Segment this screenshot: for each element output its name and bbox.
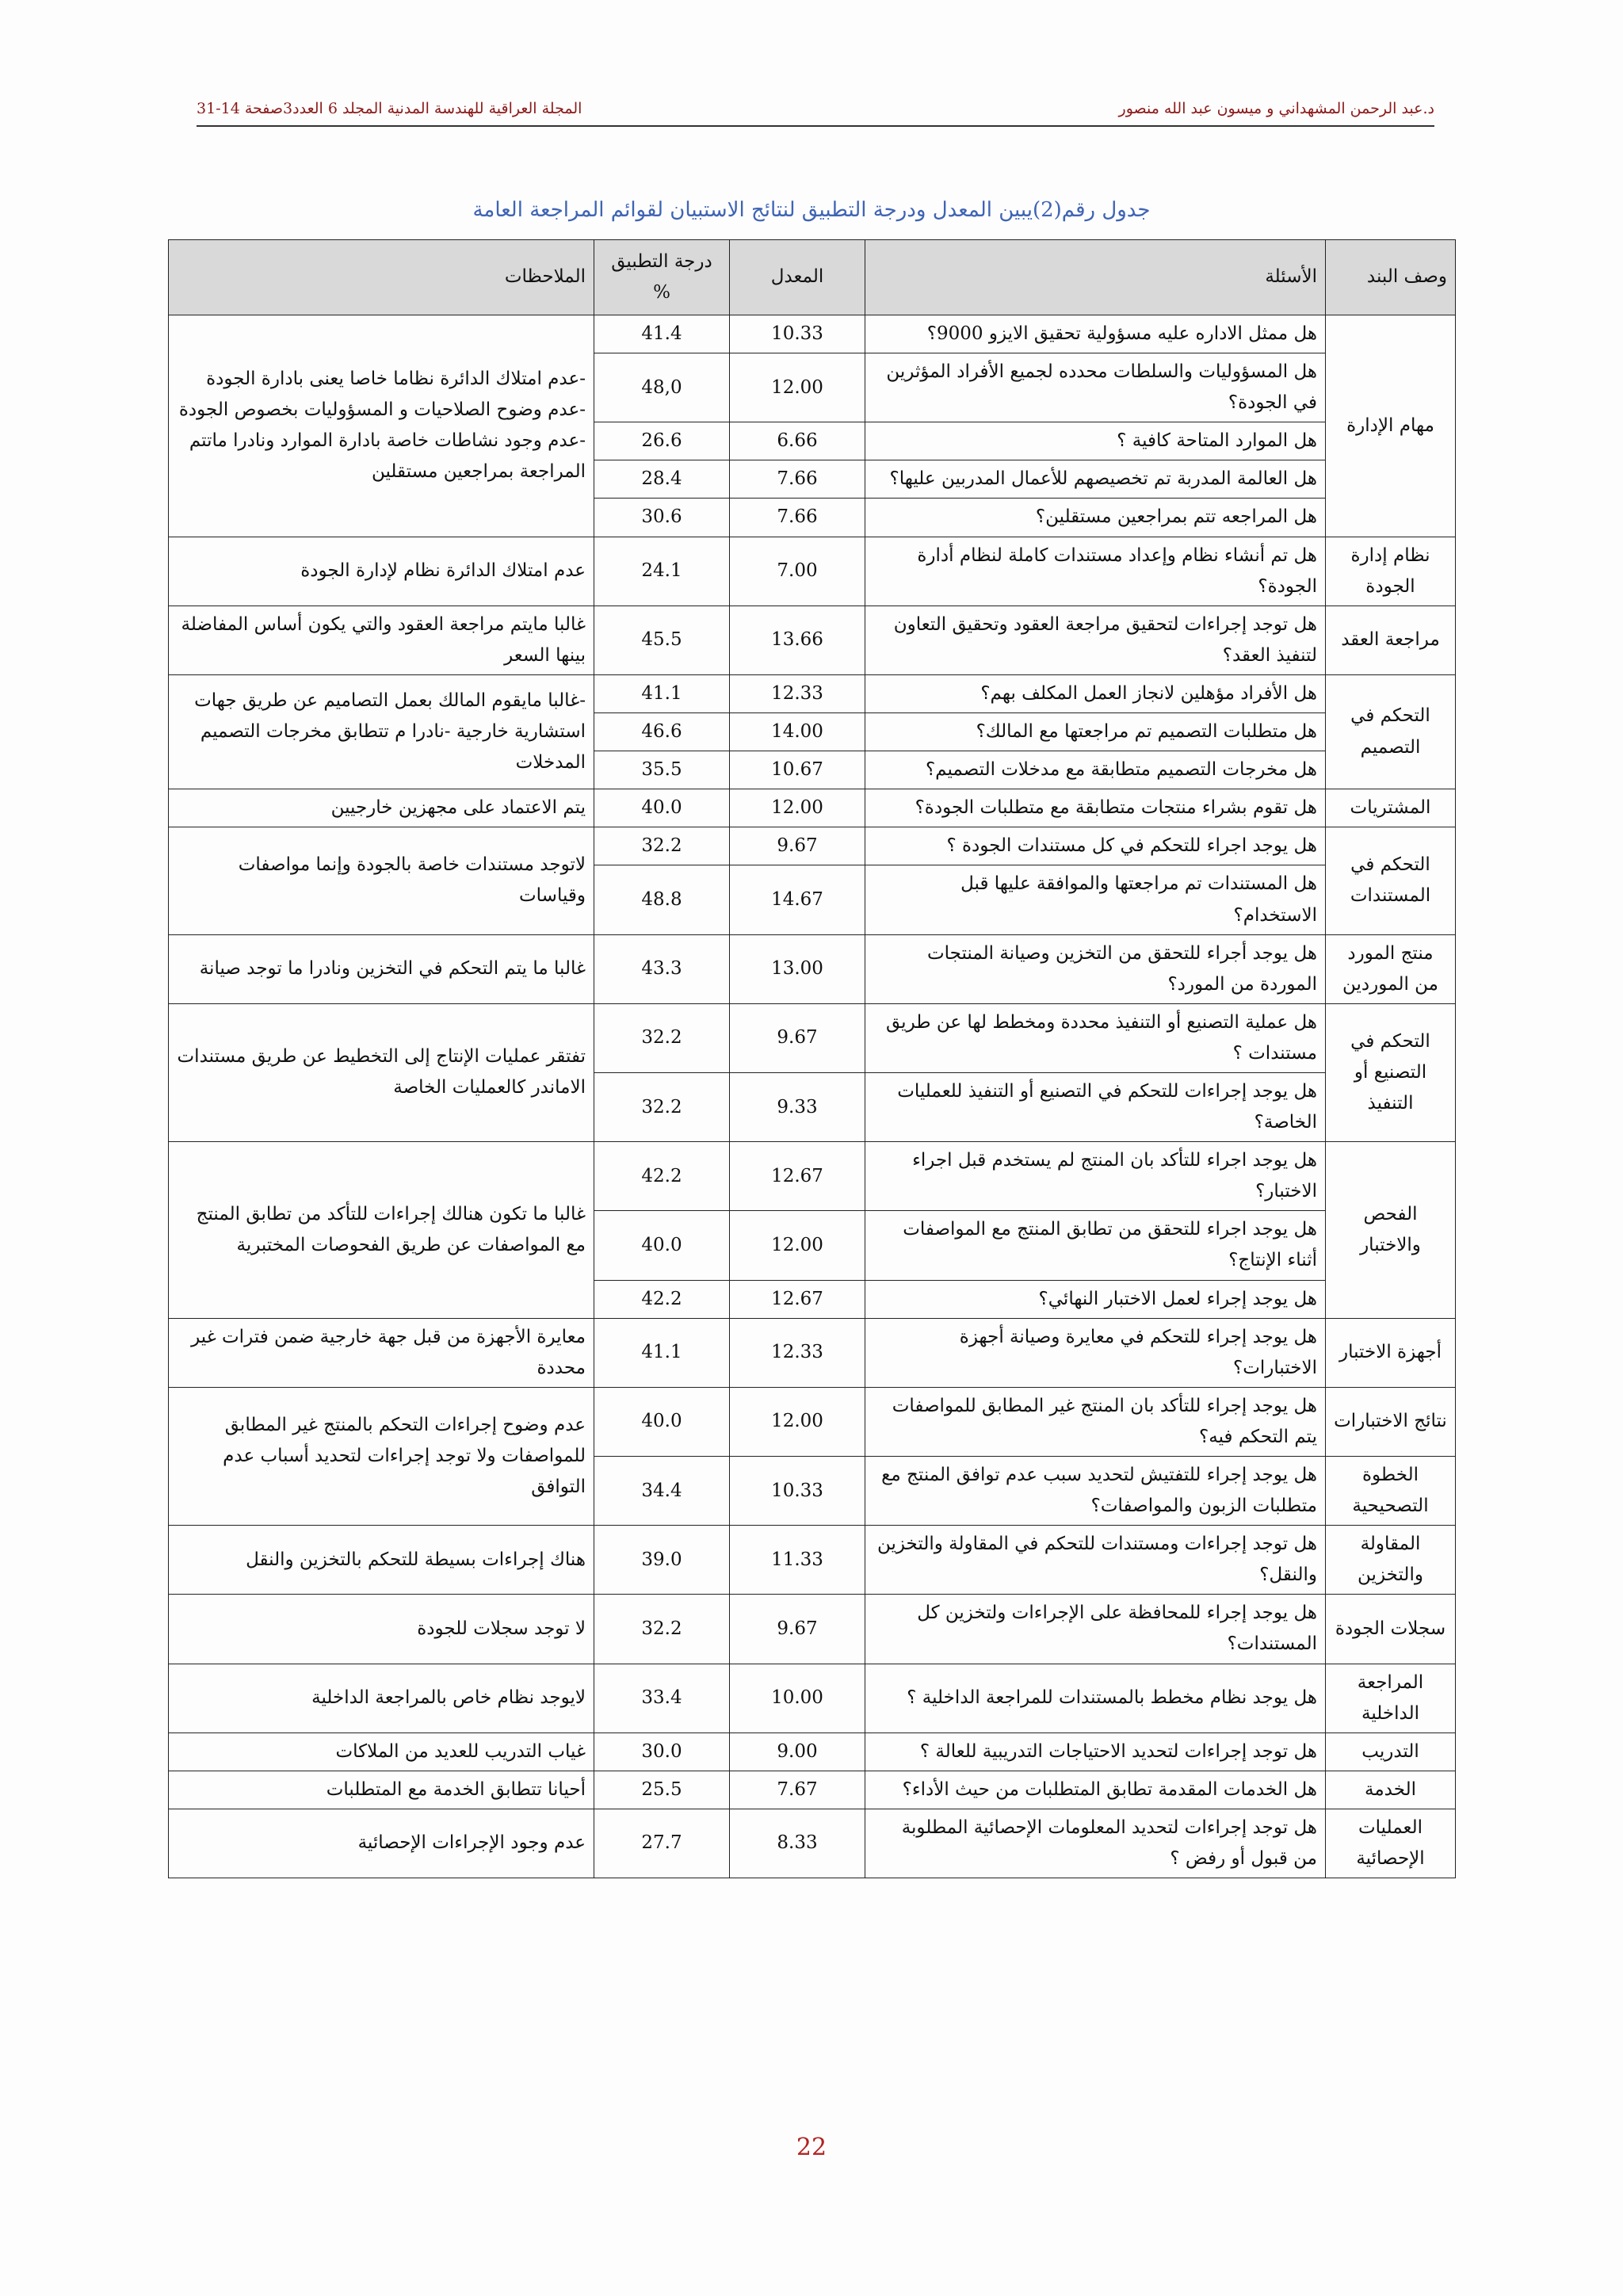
avg-cell: 7.00: [730, 537, 865, 606]
degree-cell: 42.2: [594, 1142, 730, 1211]
question-cell: هل يوجد اجراء للتحكم في كل مستندات الجودة ؟: [865, 827, 1326, 865]
note-cell: لا توجد سجلات للجودة: [169, 1595, 594, 1664]
avg-cell: 12.33: [730, 674, 865, 712]
degree-cell: 48,0: [594, 353, 730, 422]
authors: د.عبد الرحمن المشهداني و ميسون عبد الله منصور: [1118, 100, 1434, 117]
degree-cell: 30.0: [594, 1733, 730, 1771]
degree-cell: 27.7: [594, 1809, 730, 1878]
note-cell: -غالبا مايقوم المالك بعمل التصاميم عن طريق جهات استشارية خارجية -نادرا م تتطابق مخرجات التصميم المدخلات: [169, 674, 594, 789]
question-cell: هل العالمة المدربة تم تخصيصهم للأعمال المدربين عليها؟: [865, 460, 1326, 499]
degree-cell: 24.1: [594, 537, 730, 606]
degree-cell: 26.6: [594, 422, 730, 460]
degree-cell: 40.0: [594, 1387, 730, 1456]
question-cell: هل تقوم بشراء منتجات متطابقة مع متطلبات الجودة؟: [865, 789, 1326, 827]
degree-cell: 35.5: [594, 751, 730, 789]
table-row: [169, 1318, 1456, 1387]
header-question: الأسئلة: [865, 240, 1326, 315]
avg-cell: 10.67: [730, 751, 865, 789]
avg-cell: 9.67: [730, 1595, 865, 1664]
item-desc: المشتريات: [1326, 789, 1456, 827]
header-avg: المعدل: [730, 240, 865, 315]
item-desc: التحكم في التصنيع أو التنفيذ: [1326, 1003, 1456, 1141]
degree-cell: 40.0: [594, 789, 730, 827]
question-cell: هل يوجد إجراء للتأكد بان المنتج غير المطابق للمواصفات يتم التحكم فيه؟: [865, 1387, 1326, 1456]
degree-cell: 41.1: [594, 1318, 730, 1387]
question-cell: هل المسؤوليات والسلطات محدده لجميع الأفراد المؤثرين في الجودة؟: [865, 353, 1326, 422]
avg-cell: 7.66: [730, 460, 865, 499]
avg-cell: 9.00: [730, 1733, 865, 1771]
avg-cell: 12.67: [730, 1142, 865, 1211]
table-row: [169, 315, 1456, 353]
question-cell: هل الخدمات المقدمة تطابق المتطلبات من حيث الأداء؟: [865, 1771, 1326, 1809]
note-cell: غالبا مايتم مراجعة العقود والتي يكون أساس المفاضلة بينها السعر: [169, 606, 594, 674]
results-table: [168, 239, 1456, 1878]
item-desc: التحكم في التصميم: [1326, 674, 1456, 789]
table-row: [169, 1003, 1456, 1072]
degree-cell: 30.6: [594, 499, 730, 537]
avg-cell: 11.33: [730, 1526, 865, 1595]
page-header: [197, 94, 1434, 127]
item-desc: الخدمة: [1326, 1771, 1456, 1809]
degree-cell: 32.2: [594, 1003, 730, 1072]
table-row: [169, 1595, 1456, 1664]
degree-cell: 32.2: [594, 1072, 730, 1141]
note-cell: أحيانا تتطابق الخدمة مع المتطلبات: [169, 1771, 594, 1809]
question-cell: هل يوجد إجراءات للتحكم في التصنيع أو التنفيذ للعمليات الخاصة؟: [865, 1072, 1326, 1141]
note-cell: عدم وجود الإجراءات الإحصائية: [169, 1809, 594, 1878]
table-row: [169, 674, 1456, 712]
item-desc: الفحص والاختبار: [1326, 1142, 1456, 1318]
degree-cell: 45.5: [594, 606, 730, 674]
degree-cell: 34.4: [594, 1457, 730, 1526]
question-cell: هل توجد إجراءات لتحديد الاحتياجات التدريبية للعالة ؟: [865, 1733, 1326, 1771]
question-cell: هل ممثل الاداره عليه مسؤولية تحقيق الايزو 9000؟: [865, 315, 1326, 353]
table-row: [169, 934, 1456, 1003]
avg-cell: 12.00: [730, 789, 865, 827]
item-desc: العمليات الإحصائية: [1326, 1809, 1456, 1878]
avg-cell: 8.33: [730, 1809, 865, 1878]
table-row: [169, 1142, 1456, 1211]
avg-cell: 10.00: [730, 1664, 865, 1733]
avg-cell: 12.33: [730, 1318, 865, 1387]
note-cell: -عدم امتلاك الدائرة نظاما خاصا يعنى بادارة الجودة -عدم وضوح الصلاحيات و المسؤوليات بخصوص الجودة -عدم وجود نشاطات خاصة بادارة الموارد ونادرا ماتتم المراجعة بمراجعين مستقلين: [169, 315, 594, 537]
item-desc: مراجعة العقد: [1326, 606, 1456, 674]
page-number: 22: [796, 2134, 827, 2161]
header-degree: درجة التطبيق %: [594, 240, 730, 315]
table-row: [169, 827, 1456, 865]
note-cell: تفتقر عمليات الإنتاج إلى التخطيط عن طريق مستندات الاماندر كالعمليات الخاصة: [169, 1003, 594, 1141]
degree-cell: 48.8: [594, 865, 730, 934]
avg-cell: 12.67: [730, 1280, 865, 1318]
avg-cell: 10.33: [730, 315, 865, 353]
avg-cell: 13.00: [730, 934, 865, 1003]
question-cell: هل مخرجات التصميم متطابقة مع مدخلات التصميم؟: [865, 751, 1326, 789]
table-row: [169, 1733, 1456, 1771]
question-cell: هل متطلبات التصميم تم مراجعتها مع المالك؟: [865, 713, 1326, 751]
question-cell: هل توجد إجراءات لتحديد المعلومات الإحصائية المطلوبة من قبول أو رفض ؟: [865, 1809, 1326, 1878]
item-desc: سجلات الجودة: [1326, 1595, 1456, 1664]
degree-cell: 25.5: [594, 1771, 730, 1809]
avg-cell: 9.67: [730, 827, 865, 865]
note-cell: عدم امتلاك الدائرة نظام لإدارة الجودة: [169, 537, 594, 606]
avg-cell: 14.67: [730, 865, 865, 934]
avg-cell: 12.00: [730, 1211, 865, 1280]
avg-cell: 14.00: [730, 713, 865, 751]
item-desc: التدريب: [1326, 1733, 1456, 1771]
header-desc: وصف البند: [1326, 240, 1456, 315]
avg-cell: 9.67: [730, 1003, 865, 1072]
degree-cell: 43.3: [594, 934, 730, 1003]
question-cell: هل يوجد أجراء للتحقق من التخزين وصيانة المنتجات الموردة من المورد؟: [865, 934, 1326, 1003]
journal-reference: المجلة العراقية للهندسة المدنية المجلد 6 العدد3صفحة 14-31: [197, 100, 582, 117]
question-cell: هل يوجد اجراء للتأكد بان المنتج لم يستخدم قبل اجراء الاختبار؟: [865, 1142, 1326, 1211]
degree-cell: 42.2: [594, 1280, 730, 1318]
table-row: [169, 606, 1456, 674]
question-cell: هل يوجد اجراء للتحقق من تطابق المنتج مع المواصفات أثناء الإنتاج؟: [865, 1211, 1326, 1280]
table-row: [169, 1526, 1456, 1595]
table-row: [169, 1771, 1456, 1809]
question-cell: هل الأفراد مؤهلين لانجاز العمل المكلف بهم؟: [865, 674, 1326, 712]
item-desc: أجهزة الاختبار: [1326, 1318, 1456, 1387]
question-cell: هل يوجد إجراء للتفتيش لتحديد سبب عدم توافق المنتج مع متطلبات الزبون والمواصفات؟: [865, 1457, 1326, 1526]
table-caption: جدول رقم(2)يبين المعدل ودرجة التطبيق لنتائج الاستبيان لقوائم المراجعة العامة: [472, 198, 1151, 222]
avg-cell: 10.33: [730, 1457, 865, 1526]
degree-cell: 32.2: [594, 827, 730, 865]
note-cell: هناك إجراءات بسيطة للتحكم بالتخزين والنقل: [169, 1526, 594, 1595]
avg-cell: 13.66: [730, 606, 865, 674]
table-row: [169, 1809, 1456, 1878]
note-cell: معايرة الأجهزة من قبل جهة خارجية ضمن فترات غير محددة: [169, 1318, 594, 1387]
item-desc: الخطوة التصحيحية: [1326, 1457, 1456, 1526]
degree-cell: 46.6: [594, 713, 730, 751]
degree-cell: 33.4: [594, 1664, 730, 1733]
question-cell: هل توجد إجراءات ومستندات للتحكم في المقاولة والتخزين والنقل؟: [865, 1526, 1326, 1595]
table-row: [169, 1664, 1456, 1733]
header-notes: الملاحظات: [169, 240, 594, 315]
question-cell: هل المستندات تم مراجعتها والموافقة عليها قبل الاستخدام؟: [865, 865, 1326, 934]
note-cell: لايوجد نظام خاص بالمراجعة الداخلية: [169, 1664, 594, 1733]
item-desc: المقاولة والتخزين: [1326, 1526, 1456, 1595]
avg-cell: 6.66: [730, 422, 865, 460]
question-cell: هل الموارد المتاحة كافية ؟: [865, 422, 1326, 460]
item-desc: نظام إدارة الجودة: [1326, 537, 1456, 606]
degree-cell: 41.4: [594, 315, 730, 353]
note-cell: لاتوجد مستندات خاصة بالجودة وإنما مواصفات وقياسات: [169, 827, 594, 934]
question-cell: هل عملية التصنيع أو التنفيذ محددة ومخطط لها عن طريق مستندات ؟: [865, 1003, 1326, 1072]
avg-cell: 9.33: [730, 1072, 865, 1141]
item-desc: منتج المورد من الموردين: [1326, 934, 1456, 1003]
note-cell: يتم الاعتماد على مجهزين خارجيين: [169, 789, 594, 827]
table-row: [169, 789, 1456, 827]
note-cell: غالبا ما تكون هنالك إجراءات للتأكد من تطابق المنتج مع المواصفات عن طريق الفحوصات المختبرية: [169, 1142, 594, 1318]
avg-cell: 12.00: [730, 353, 865, 422]
question-cell: هل يوجد نظام مخطط بالمستندات للمراجعة الداخلية ؟: [865, 1664, 1326, 1733]
item-desc: المراجعة الداخلية: [1326, 1664, 1456, 1733]
avg-cell: 12.00: [730, 1387, 865, 1456]
question-cell: هل توجد إجراءات لتحقيق مراجعة العقود وتحقيق التعاون لتنفيذ العقد؟: [865, 606, 1326, 674]
note-cell: عدم وضوح إجراءات التحكم بالمنتج غير المطابق للمواصفات ولا توجد إجراءات لتحديد أسباب عدم التوافق: [169, 1387, 594, 1525]
item-desc: نتائج الاختبارات: [1326, 1387, 1456, 1456]
item-desc: مهام الإدارة: [1326, 315, 1456, 537]
degree-cell: 39.0: [594, 1526, 730, 1595]
table-header-row: [169, 240, 1456, 315]
note-cell: غالبا ما يتم التحكم في التخزين ونادرا ما توجد صيانة: [169, 934, 594, 1003]
item-desc: التحكم في المستندات: [1326, 827, 1456, 934]
question-cell: هل تم أنشاء نظام وإعداد مستندات كاملة لنظام أدارة الجودة؟: [865, 537, 1326, 606]
table-row: [169, 1387, 1456, 1456]
avg-cell: 7.67: [730, 1771, 865, 1809]
question-cell: هل يوجد إجراء لعمل الاختبار النهائي؟: [865, 1280, 1326, 1318]
question-cell: هل يوجد إجراء للتحكم في معايرة وصيانة أجهزة الاختبارات؟: [865, 1318, 1326, 1387]
degree-cell: 40.0: [594, 1211, 730, 1280]
avg-cell: 7.66: [730, 499, 865, 537]
table-row: [169, 537, 1456, 606]
degree-cell: 28.4: [594, 460, 730, 499]
degree-cell: 32.2: [594, 1595, 730, 1664]
degree-cell: 41.1: [594, 674, 730, 712]
note-cell: غياب التدريب للعديد من الملاكات: [169, 1733, 594, 1771]
question-cell: هل يوجد إجراء للمحافظة على الإجراءات ولتخزين كل المستندات؟: [865, 1595, 1326, 1664]
question-cell: هل المراجعه تتم بمراجعين مستقلين؟: [865, 499, 1326, 537]
